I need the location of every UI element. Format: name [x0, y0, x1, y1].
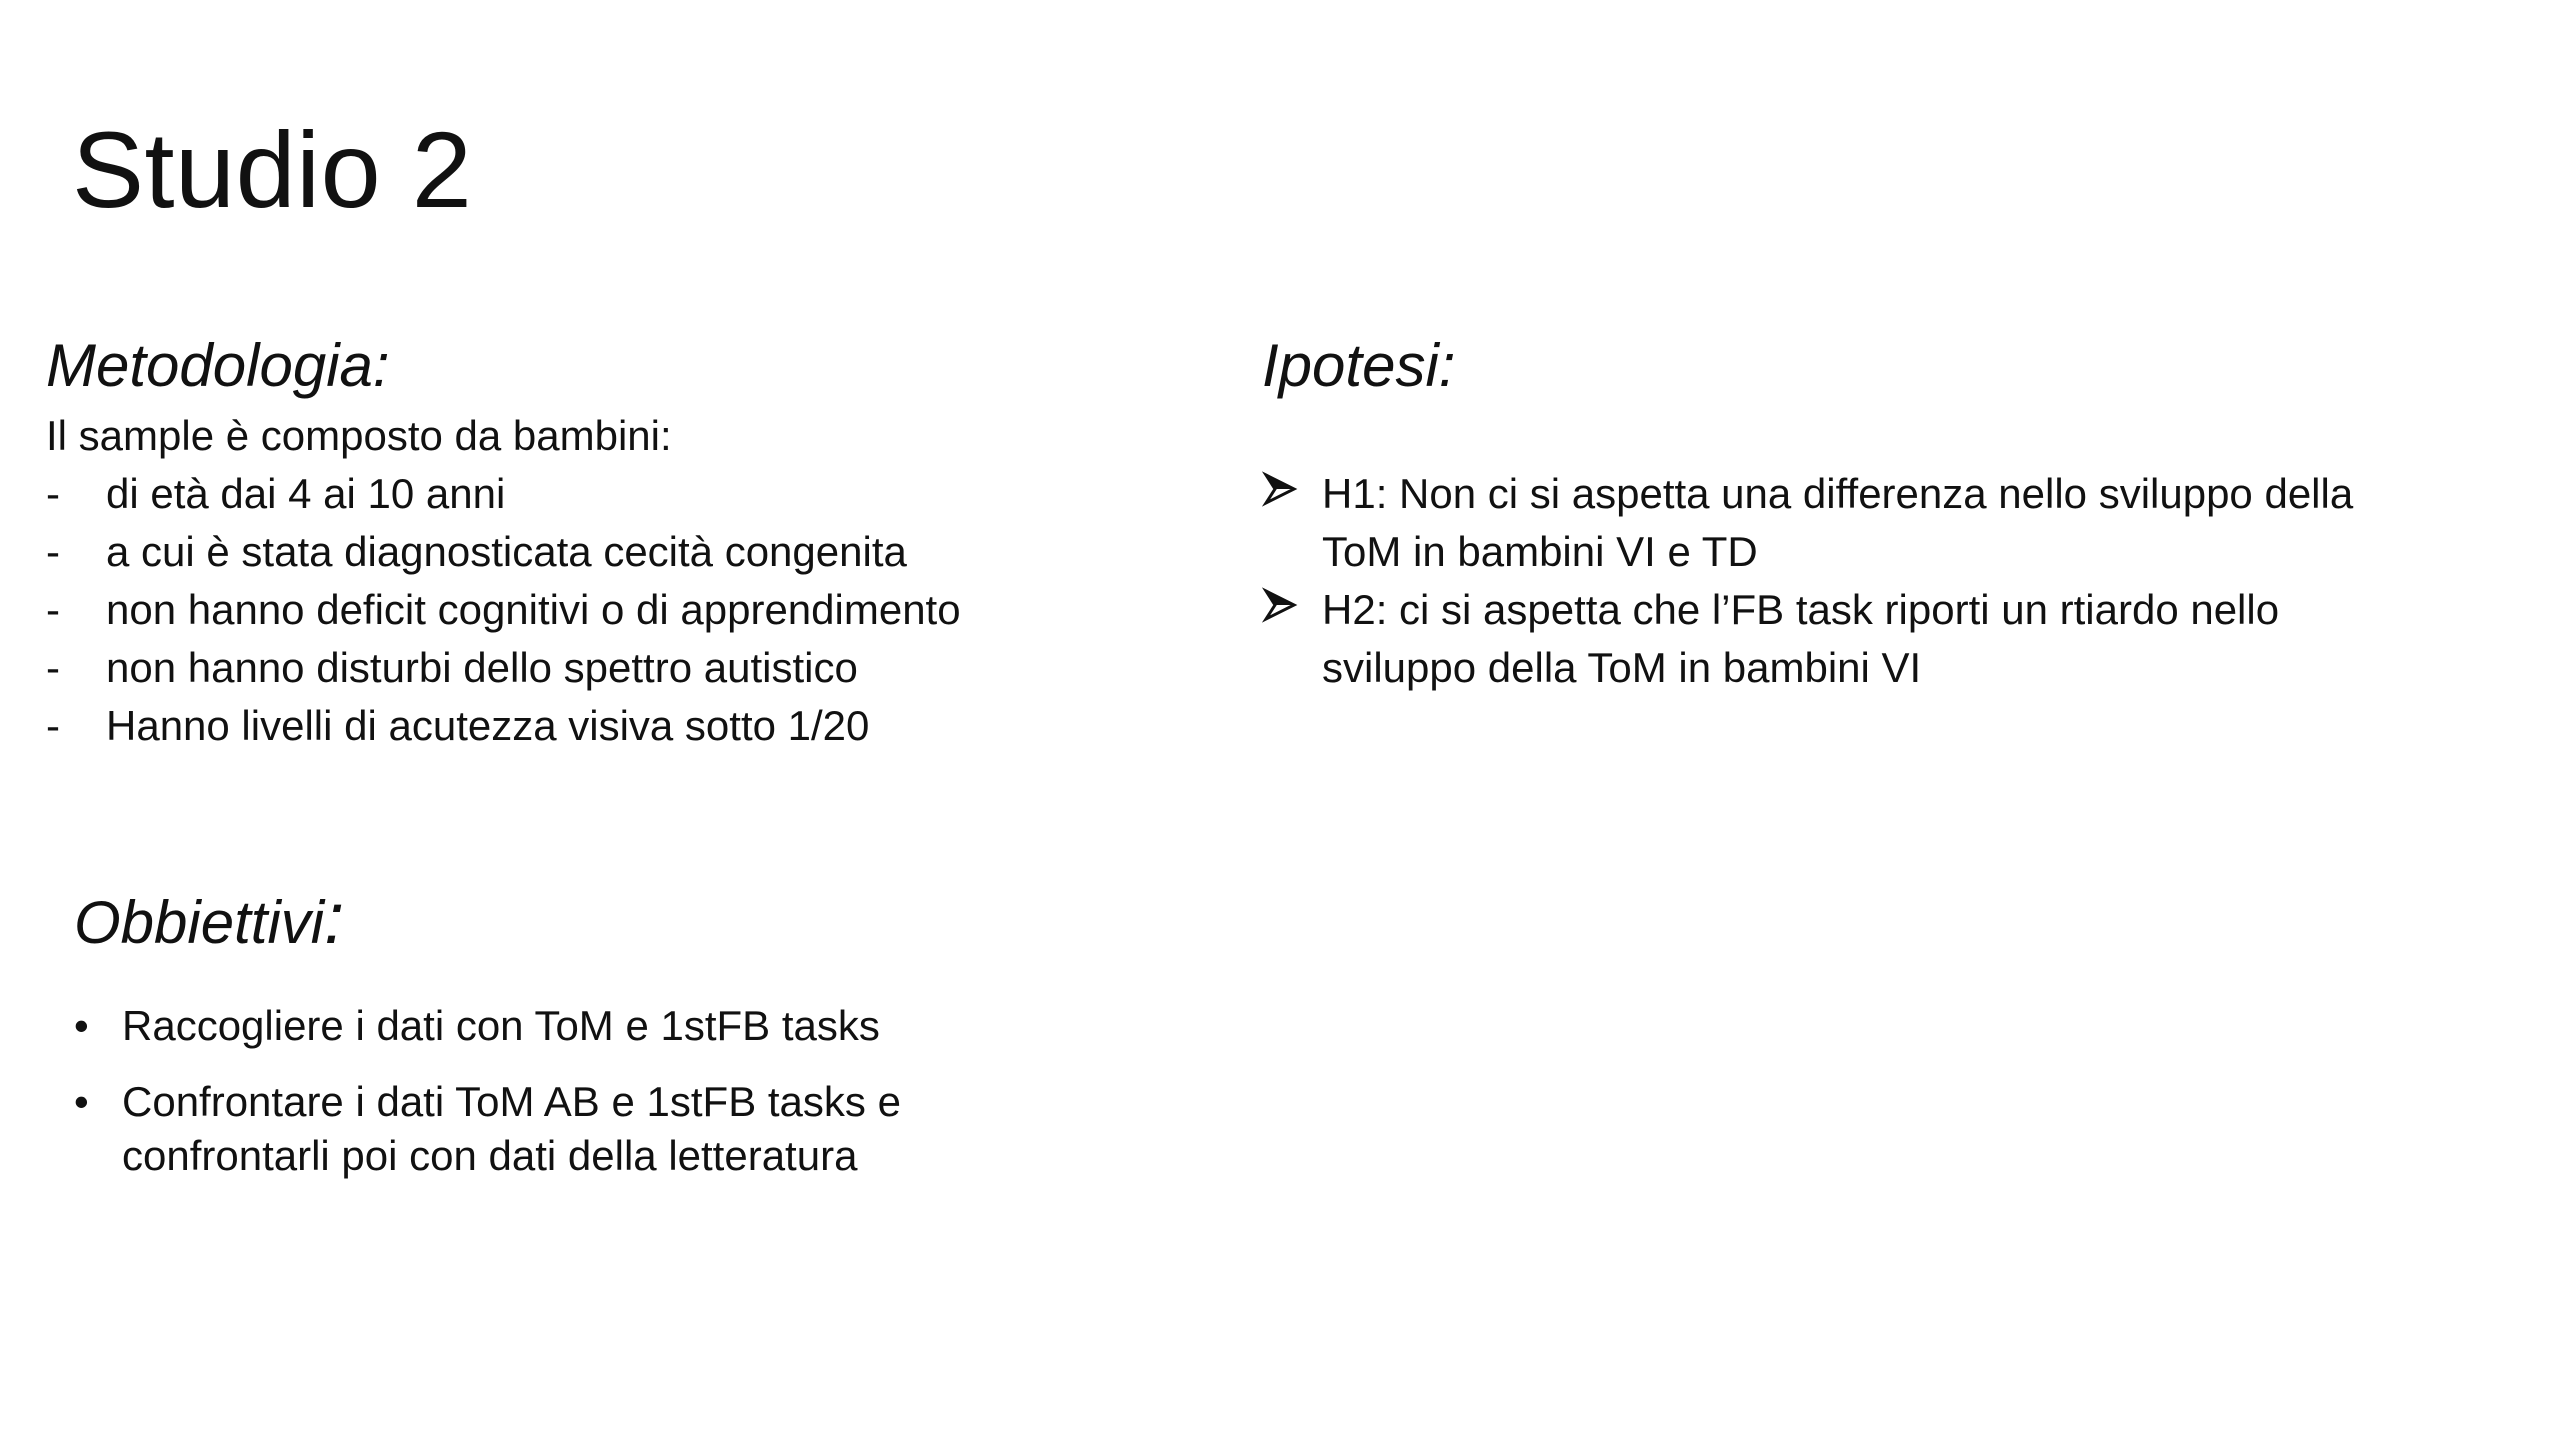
ipotesi-item-line: sviluppo della ToM in bambini VI — [1322, 644, 1922, 691]
ipotesi-item — [1262, 465, 2512, 581]
dash-bullet-icon: - — [46, 702, 60, 749]
metodologia-intro: Il sample è composto da bambini: — [46, 412, 672, 459]
metodologia-item-text: a cui è stata diagnosticata cecità congenita — [106, 528, 907, 575]
obbiettivi-list — [74, 999, 901, 1205]
obbiettivi-item-line: Confrontare i dati ToM AB e 1stFB tasks e — [122, 1078, 901, 1125]
obbiettivi-item — [74, 1075, 901, 1183]
metodologia-heading: Metodologia: — [46, 332, 390, 399]
metodologia-list — [46, 465, 961, 755]
metodologia-item-text: non hanno deficit cognitivi o di apprendimento — [106, 586, 961, 633]
ipotesi-item-line: H2: ci si aspetta che l’FB task riporti un rtiardo nello — [1322, 586, 2280, 633]
dash-bullet-icon: - — [46, 586, 60, 633]
ipotesi-item-line: H1: Non ci si aspetta una differenza nello sviluppo della — [1322, 470, 2354, 517]
arrowhead-bullet-icon — [1262, 587, 1298, 623]
metodologia-item — [46, 639, 961, 697]
dash-bullet-icon: - — [46, 470, 60, 517]
arrowhead-bullet-icon — [1262, 471, 1298, 507]
metodologia-item-text: di età dai 4 ai 10 anni — [106, 470, 506, 517]
ipotesi-item — [1262, 581, 2512, 697]
dash-bullet-icon: - — [46, 528, 60, 575]
round-bullet-icon: • — [74, 1002, 89, 1049]
obbiettivi-item-line: confrontarli poi con dati della letteratura — [122, 1132, 858, 1179]
obbiettivi-item-line: Raccogliere i dati con ToM e 1stFB tasks — [122, 1002, 880, 1049]
metodologia-item — [46, 523, 961, 581]
obbiettivi-heading-colon: : — [324, 879, 345, 959]
dash-bullet-icon: - — [46, 644, 60, 691]
obbiettivi-heading — [74, 879, 345, 959]
metodologia-item — [46, 465, 961, 523]
obbiettivi-item — [74, 999, 901, 1053]
ipotesi-list — [1262, 465, 2512, 697]
metodologia-item — [46, 697, 961, 755]
ipotesi-heading: Ipotesi: — [1262, 332, 1456, 399]
obbiettivi-heading-text: Obbiettivi — [74, 889, 325, 956]
round-bullet-icon: • — [74, 1078, 89, 1125]
slide-title: Studio 2 — [72, 109, 473, 230]
metodologia-item — [46, 581, 961, 639]
metodologia-item-text: non hanno disturbi dello spettro autistico — [106, 644, 858, 691]
metodologia-item-text: Hanno livelli di acutezza visiva sotto 1/20 — [106, 702, 870, 749]
ipotesi-item-line: ToM in bambini VI e TD — [1322, 528, 1758, 575]
